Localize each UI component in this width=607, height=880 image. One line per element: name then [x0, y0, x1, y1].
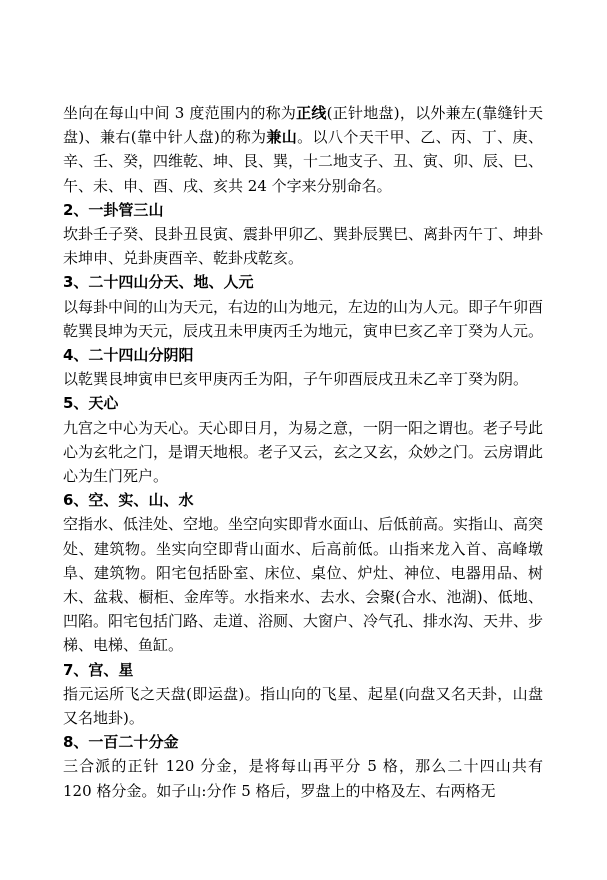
section-heading-7: 7、宫、星	[63, 660, 134, 679]
section-body-7: 指元运所飞之天盘(即运盘)。指山向的飞星、起星(向盘又名天卦，山盘又名地卦)。	[63, 684, 543, 728]
section-body-2: 坎卦壬子癸、艮卦丑艮寅、震卦甲卯乙、巽卦辰巽巳、离卦丙午丁、坤卦未坤申、兑卦庚酉辛、乾卦戌乾亥。	[63, 225, 544, 268]
section-body-8: 三合派的正针 120 分金，是将每山再平分 5 格，那么二十四山共有 120 格分金。如子山:分作 5 格后，罗盘上的中格及左、右两格无	[63, 757, 543, 800]
section-body-4: 以乾巽艮坤寅申巳亥甲庚丙壬为阳，子午卯酉辰戌丑未乙辛丁癸为阴。	[63, 370, 529, 389]
section-heading-5: 5、天心	[63, 394, 119, 413]
section-heading-6: 6、空、实、山、水	[63, 491, 194, 510]
section-body-3: 以每卦中间的山为天元，右边的山为地元，左边的山为人元。即子午卯酉乾巽艮坤为天元，辰戌丑未甲庚丙壬为地元，寅申巳亥乙辛丁癸为人元。	[63, 297, 544, 340]
intro-text-2: (正针地盘)，以外兼左(靠缝针天盘)、兼右(靠中针人盘)的称为	[63, 104, 543, 147]
intro-text-3: 。以八个天干甲、乙、丙、丁、庚、辛、壬、癸，四维乾、坤、艮、巽，十二地支子、丑、寅、卯、辰、巳、午、未、申、酉、戌、亥共 24 个字来分别命名。	[63, 128, 544, 195]
section-heading-3: 3、二十四山分天、地、人元	[63, 273, 254, 292]
intro-bold-jianshan: 兼山	[266, 128, 298, 147]
section-heading-4: 4、二十四山分阴阳	[63, 346, 194, 365]
section-heading-8: 8、一百二十分金	[63, 733, 179, 752]
document-body	[63, 101, 543, 803]
intro-bold-zhengxian: 正线	[296, 104, 327, 122]
section-body-6: 空指水、低洼处、空地。坐空向实即背水面山、后低前高。实指山、高突处、建筑物。坐实向空即背山面水、后高前低。山指来龙入首、高峰墩阜、建筑物。阳宅包括卧室、床位、桌位、炉灶、神位、电器用品、树木、盆栽、橱柜、金库等。水指来水、去水、会聚(合水、池湖)、低地、凹陷。阳宅包括门路、走道、浴厕、大窗户、冷气孔、排水沟、天井、步梯、电梯、鱼缸。	[63, 515, 544, 655]
intro-paragraph	[63, 101, 543, 198]
section-heading-2: 2、一卦管三山	[63, 200, 164, 219]
intro-text-1: 坐向在每山中间 3 度范围内的称为	[63, 104, 297, 122]
section-body-5: 九宫之中心为天心。天心即日月，为易之意，一阴一阳之谓也。老子号此心为玄牝之门，是谓天地根。老子又云，玄之又玄，众妙之门。云房谓此心为生门死户。	[63, 418, 544, 486]
